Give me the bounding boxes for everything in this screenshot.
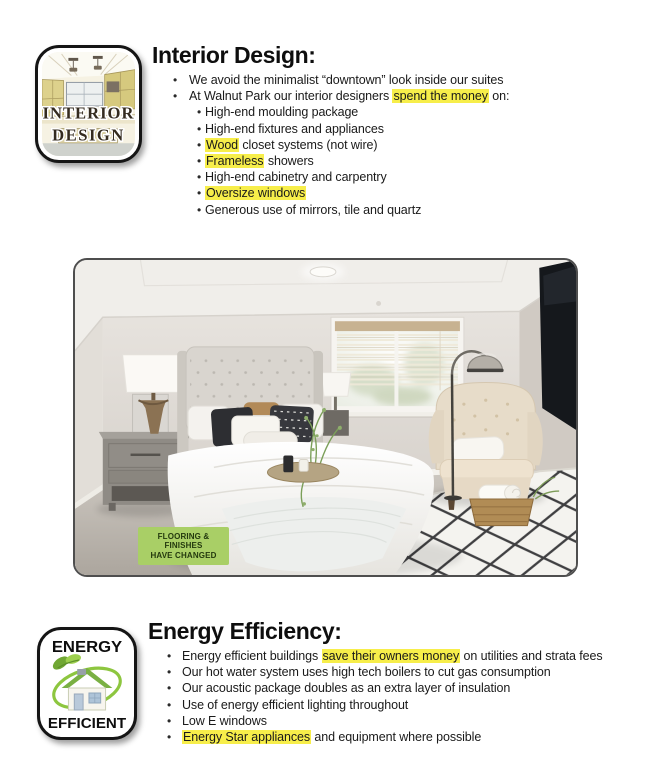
bullet-text: At Walnut Park our interior designers spend the money on: — [189, 89, 510, 104]
bullet-item — [148, 729, 647, 745]
interior-badge-text-line1: INTERIOR — [42, 103, 135, 123]
energy-title: Energy Efficiency: — [148, 618, 342, 644]
bullet-item — [152, 202, 647, 218]
bullet-text: Energy Star appliances and equipment where possible — [183, 730, 482, 745]
energy-efficient-badge-art — [44, 634, 130, 733]
wall-tv — [539, 260, 576, 430]
bullet-dot: • — [197, 154, 202, 169]
bedroom-photo — [73, 258, 578, 577]
bullet-item — [148, 664, 647, 680]
bullet-item — [148, 713, 647, 729]
energy-badge-text-line2: EFFICIENT — [47, 715, 127, 733]
bullet-text: We avoid the minimalist “downtown” look inside our suites — [189, 73, 504, 87]
green-house-icon — [44, 634, 130, 733]
bullet-text: Generous use of mirrors, tile and quartz — [205, 202, 422, 217]
bullet-text: Low E windows — [182, 713, 267, 728]
highlighted-text: spend the money — [393, 89, 488, 104]
photo-disclaimer-label — [138, 527, 229, 565]
smoke-detector — [376, 301, 381, 306]
bullet-dot: • — [167, 681, 172, 696]
bullet-text: Our acoustic package doubles as an extra layer of insulation — [182, 681, 511, 696]
energy-badge-text-line1: ENERGY — [51, 638, 123, 657]
bullet-dot: • — [167, 713, 172, 728]
photo-label-line: FINISHES — [164, 541, 203, 551]
bullet-text: High-end moulding package — [205, 105, 359, 120]
bullet-item — [152, 88, 647, 104]
highlighted-text: Wood — [206, 137, 239, 152]
bullet-text: Wood closet systems (not wire) — [206, 137, 378, 152]
blind-valance — [335, 321, 460, 331]
ceiling-light — [310, 267, 336, 277]
interior-design-badge-art — [42, 52, 135, 156]
interior-content — [152, 42, 647, 218]
energy-efficient-badge — [37, 627, 137, 740]
bullet-item — [152, 169, 647, 185]
bullet-item — [152, 153, 647, 169]
photo-label-line: FLOORING & — [157, 531, 210, 541]
bullet-text: High-end cabinetry and carpentry — [205, 170, 387, 185]
bullet-dot: • — [167, 697, 172, 712]
bullet-item — [152, 137, 647, 153]
bullet-text — [205, 186, 306, 200]
bullet-dot: • — [197, 202, 202, 217]
bullet-text: Frameless showers — [206, 154, 314, 169]
bullet-dot: • — [197, 186, 202, 201]
bullet-text: Use of energy efficient lighting throughout — [182, 697, 409, 712]
interior-design-badge — [35, 45, 142, 163]
bullet-dot: • — [197, 105, 202, 120]
bullet-item — [148, 697, 647, 713]
bullet-text: High-end fixtures and appliances — [205, 121, 384, 136]
bullet-item — [152, 185, 647, 201]
highlighted-text: Frameless — [206, 154, 264, 169]
energy-content — [148, 618, 647, 745]
bullet-text: Our hot water system uses high tech boilers to cut gas consumption — [182, 665, 551, 680]
bullet-dot: • — [197, 121, 202, 136]
highlighted-text: Oversize windows — [206, 186, 306, 201]
interior-badge-text-line2: DESIGN — [52, 125, 125, 145]
highlighted-text: Energy Star appliances — [183, 730, 311, 745]
photo-label-line: HAVE CHANGED — [150, 550, 217, 560]
highlighted-text: save their owners money — [322, 649, 460, 663]
interior-bullet-list — [152, 72, 647, 218]
kitchen-sketch-icon — [42, 52, 135, 156]
bullet-item — [148, 648, 647, 664]
bullet-dot: • — [197, 137, 202, 152]
bullet-item — [152, 72, 647, 88]
bullet-item — [152, 121, 647, 137]
energy-bullet-list — [148, 648, 647, 745]
bullet-item — [148, 680, 647, 696]
bullet-text: Energy efficient buildings save their owners money on utilities and strata fees — [182, 649, 603, 663]
bullet-dot: • — [167, 730, 172, 745]
bullet-dot: • — [173, 73, 178, 87]
bullet-dot: • — [197, 170, 202, 185]
bullet-dot: • — [173, 89, 178, 104]
interior-title: Interior Design: — [152, 42, 316, 68]
bullet-dot: • — [167, 665, 172, 680]
bullet-item — [152, 104, 647, 120]
bullet-dot: • — [167, 649, 172, 663]
